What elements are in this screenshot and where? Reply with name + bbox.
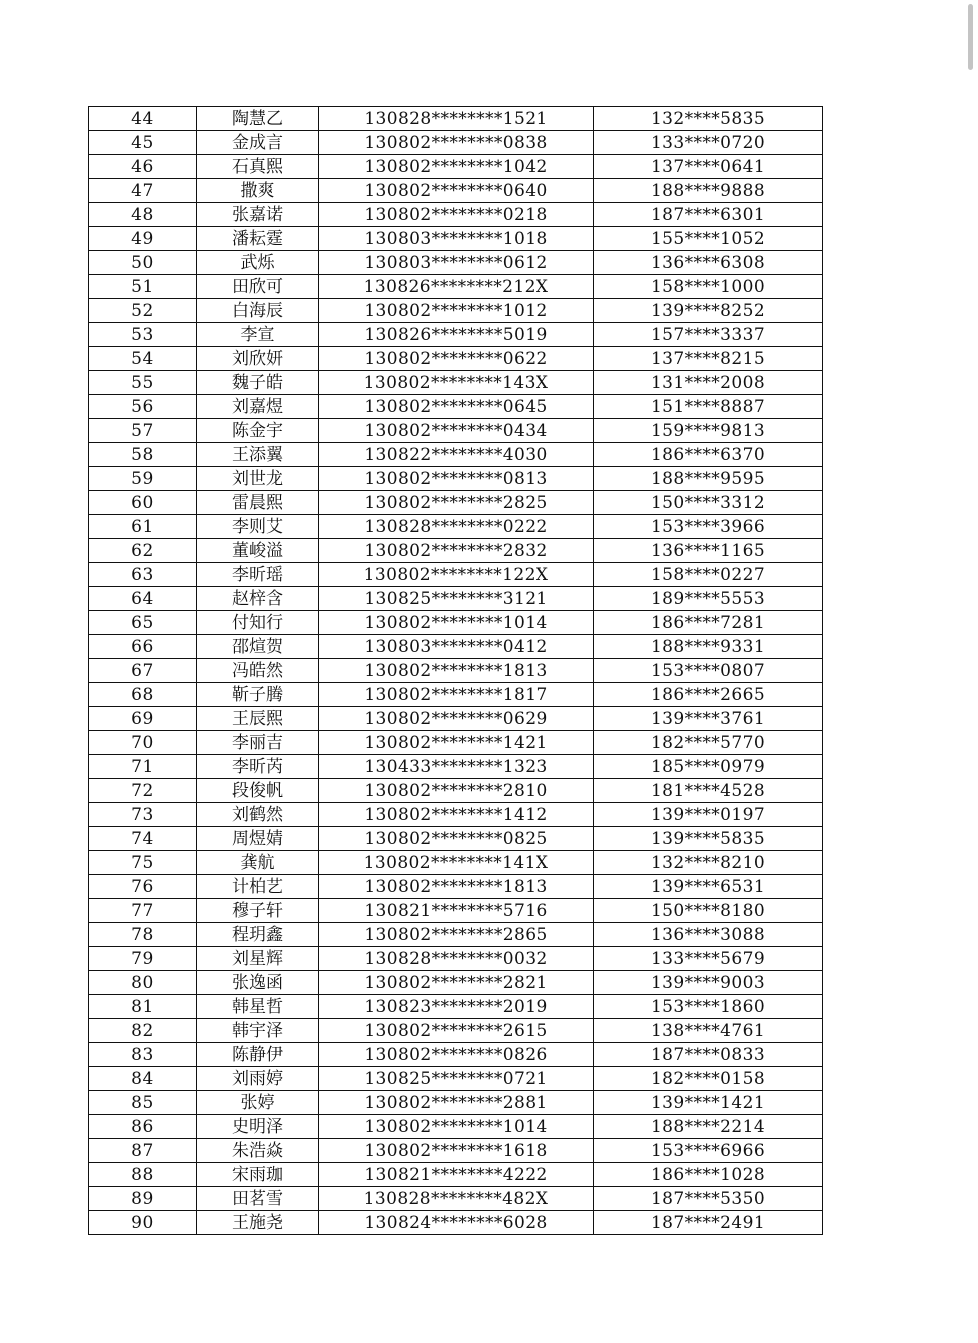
table-row (89, 443, 823, 467)
id-number-cell: 130802********0622 (319, 347, 594, 371)
student-name-cell: 王施尧 (197, 1211, 319, 1235)
table-row (89, 947, 823, 971)
id-number-cell: 130802********1813 (319, 875, 594, 899)
id-number-cell: 130802********0825 (319, 827, 594, 851)
id-number-cell: 130826********5019 (319, 323, 594, 347)
student-name-cell: 武烁 (197, 251, 319, 275)
phone-number-cell: 188****9331 (594, 635, 823, 659)
table-row (89, 491, 823, 515)
phone-number-cell: 153****3966 (594, 515, 823, 539)
student-name-cell: 田欣可 (197, 275, 319, 299)
table-row (89, 155, 823, 179)
id-number-cell: 130828********1521 (319, 107, 594, 131)
row-number-cell: 50 (89, 251, 197, 275)
id-number-cell: 130802********122X (319, 563, 594, 587)
phone-number-cell: 139****6531 (594, 875, 823, 899)
phone-number-cell: 137****0641 (594, 155, 823, 179)
table-row (89, 995, 823, 1019)
phone-number-cell: 159****9813 (594, 419, 823, 443)
row-number-cell: 61 (89, 515, 197, 539)
id-number-cell: 130802********2881 (319, 1091, 594, 1115)
row-number-cell: 53 (89, 323, 197, 347)
row-number-cell: 89 (89, 1187, 197, 1211)
id-number-cell: 130803********0612 (319, 251, 594, 275)
id-number-cell: 130802********1618 (319, 1139, 594, 1163)
student-name-cell: 董峻溢 (197, 539, 319, 563)
id-number-cell: 130802********2821 (319, 971, 594, 995)
table-row (89, 827, 823, 851)
table-row (89, 899, 823, 923)
student-name-cell: 张嘉诺 (197, 203, 319, 227)
phone-number-cell: 136****3088 (594, 923, 823, 947)
row-number-cell: 79 (89, 947, 197, 971)
table-row (89, 275, 823, 299)
student-name-cell: 张婷 (197, 1091, 319, 1115)
phone-number-cell: 187****0833 (594, 1043, 823, 1067)
row-number-cell: 71 (89, 755, 197, 779)
id-number-cell: 130802********0629 (319, 707, 594, 731)
id-number-cell: 130803********0412 (319, 635, 594, 659)
scrollbar-thumb[interactable] (968, 4, 973, 70)
student-name-cell: 穆子轩 (197, 899, 319, 923)
row-number-cell: 58 (89, 443, 197, 467)
row-number-cell: 82 (89, 1019, 197, 1043)
phone-number-cell: 133****0720 (594, 131, 823, 155)
id-number-cell: 130802********1012 (319, 299, 594, 323)
row-number-cell: 60 (89, 491, 197, 515)
id-number-cell: 130802********1014 (319, 1115, 594, 1139)
row-number-cell: 52 (89, 299, 197, 323)
student-name-cell: 刘星辉 (197, 947, 319, 971)
row-number-cell: 63 (89, 563, 197, 587)
id-number-cell: 130802********0640 (319, 179, 594, 203)
row-number-cell: 78 (89, 923, 197, 947)
table-row (89, 707, 823, 731)
student-name-cell: 宋雨珈 (197, 1163, 319, 1187)
row-number-cell: 62 (89, 539, 197, 563)
table-row (89, 1139, 823, 1163)
id-number-cell: 130826********212X (319, 275, 594, 299)
phone-number-cell: 182****0158 (594, 1067, 823, 1091)
phone-number-cell: 185****0979 (594, 755, 823, 779)
id-number-cell: 130433********1323 (319, 755, 594, 779)
table-row (89, 1067, 823, 1091)
id-number-cell: 130802********2810 (319, 779, 594, 803)
phone-number-cell: 187****5350 (594, 1187, 823, 1211)
student-name-cell: 付知行 (197, 611, 319, 635)
table-row (89, 419, 823, 443)
table-row (89, 251, 823, 275)
student-name-cell: 朱浩焱 (197, 1139, 319, 1163)
student-name-cell: 韩宇泽 (197, 1019, 319, 1043)
row-number-cell: 75 (89, 851, 197, 875)
row-number-cell: 65 (89, 611, 197, 635)
id-number-cell: 130824********6028 (319, 1211, 594, 1235)
student-name-cell: 刘欣妍 (197, 347, 319, 371)
row-number-cell: 46 (89, 155, 197, 179)
phone-number-cell: 138****4761 (594, 1019, 823, 1043)
table-row (89, 1211, 823, 1235)
row-number-cell: 87 (89, 1139, 197, 1163)
student-name-cell: 王辰熙 (197, 707, 319, 731)
student-name-cell: 龚航 (197, 851, 319, 875)
row-number-cell: 47 (89, 179, 197, 203)
id-number-cell: 130828********0222 (319, 515, 594, 539)
phone-number-cell: 136****6308 (594, 251, 823, 275)
roster-table (88, 106, 823, 1235)
id-number-cell: 130825********3121 (319, 587, 594, 611)
table-row (89, 371, 823, 395)
id-number-cell: 130802********2865 (319, 923, 594, 947)
table-row (89, 395, 823, 419)
id-number-cell: 130802********1042 (319, 155, 594, 179)
table-row (89, 515, 823, 539)
id-number-cell: 130802********1421 (319, 731, 594, 755)
student-name-cell: 刘雨婷 (197, 1067, 319, 1091)
id-number-cell: 130821********5716 (319, 899, 594, 923)
phone-number-cell: 136****1165 (594, 539, 823, 563)
table-row (89, 347, 823, 371)
row-number-cell: 70 (89, 731, 197, 755)
student-name-cell: 撒爽 (197, 179, 319, 203)
student-name-cell: 李则艾 (197, 515, 319, 539)
student-name-cell: 史明泽 (197, 1115, 319, 1139)
id-number-cell: 130828********0032 (319, 947, 594, 971)
row-number-cell: 51 (89, 275, 197, 299)
table-row (89, 1163, 823, 1187)
roster-table-body (89, 107, 823, 1235)
id-number-cell: 130802********1014 (319, 611, 594, 635)
id-number-cell: 130802********1412 (319, 803, 594, 827)
id-number-cell: 130821********4222 (319, 1163, 594, 1187)
table-row (89, 323, 823, 347)
phone-number-cell: 189****5553 (594, 587, 823, 611)
phone-number-cell: 139****3761 (594, 707, 823, 731)
phone-number-cell: 187****2491 (594, 1211, 823, 1235)
id-number-cell: 130823********2019 (319, 995, 594, 1019)
id-number-cell: 130802********0813 (319, 467, 594, 491)
student-name-cell: 刘嘉煜 (197, 395, 319, 419)
student-name-cell: 陈静伊 (197, 1043, 319, 1067)
row-number-cell: 88 (89, 1163, 197, 1187)
table-row (89, 203, 823, 227)
id-number-cell: 130802********0838 (319, 131, 594, 155)
table-row (89, 1091, 823, 1115)
phone-number-cell: 139****1421 (594, 1091, 823, 1115)
id-number-cell: 130802********1817 (319, 683, 594, 707)
id-number-cell: 130802********0645 (319, 395, 594, 419)
row-number-cell: 90 (89, 1211, 197, 1235)
table-row (89, 467, 823, 491)
phone-number-cell: 132****8210 (594, 851, 823, 875)
table-row (89, 779, 823, 803)
table-row (89, 179, 823, 203)
table-row (89, 971, 823, 995)
row-number-cell: 44 (89, 107, 197, 131)
student-name-cell: 计柏艺 (197, 875, 319, 899)
phone-number-cell: 150****3312 (594, 491, 823, 515)
table-row (89, 107, 823, 131)
student-name-cell: 王添翼 (197, 443, 319, 467)
table-row (89, 1115, 823, 1139)
row-number-cell: 77 (89, 899, 197, 923)
phone-number-cell: 153****0807 (594, 659, 823, 683)
phone-number-cell: 187****6301 (594, 203, 823, 227)
phone-number-cell: 181****4528 (594, 779, 823, 803)
table-row (89, 875, 823, 899)
student-name-cell: 陶慧乙 (197, 107, 319, 131)
phone-number-cell: 133****5679 (594, 947, 823, 971)
phone-number-cell: 158****1000 (594, 275, 823, 299)
table-row (89, 851, 823, 875)
student-name-cell: 冯皓然 (197, 659, 319, 683)
row-number-cell: 86 (89, 1115, 197, 1139)
student-name-cell: 李丽吉 (197, 731, 319, 755)
row-number-cell: 57 (89, 419, 197, 443)
phone-number-cell: 186****2665 (594, 683, 823, 707)
id-number-cell: 130802********0218 (319, 203, 594, 227)
id-number-cell: 130802********143X (319, 371, 594, 395)
row-number-cell: 64 (89, 587, 197, 611)
phone-number-cell: 186****7281 (594, 611, 823, 635)
id-number-cell: 130802********2615 (319, 1019, 594, 1043)
table-row (89, 755, 823, 779)
row-number-cell: 80 (89, 971, 197, 995)
phone-number-cell: 139****5835 (594, 827, 823, 851)
table-row (89, 683, 823, 707)
phone-number-cell: 139****8252 (594, 299, 823, 323)
id-number-cell: 130803********1018 (319, 227, 594, 251)
row-number-cell: 48 (89, 203, 197, 227)
phone-number-cell: 132****5835 (594, 107, 823, 131)
phone-number-cell: 153****1860 (594, 995, 823, 1019)
row-number-cell: 72 (89, 779, 197, 803)
phone-number-cell: 186****1028 (594, 1163, 823, 1187)
id-number-cell: 130822********4030 (319, 443, 594, 467)
row-number-cell: 59 (89, 467, 197, 491)
student-name-cell: 靳子腾 (197, 683, 319, 707)
table-row (89, 1187, 823, 1211)
phone-number-cell: 137****8215 (594, 347, 823, 371)
table-row (89, 1043, 823, 1067)
phone-number-cell: 153****6966 (594, 1139, 823, 1163)
row-number-cell: 76 (89, 875, 197, 899)
phone-number-cell: 188****9595 (594, 467, 823, 491)
row-number-cell: 45 (89, 131, 197, 155)
student-name-cell: 陈金宇 (197, 419, 319, 443)
table-row (89, 1019, 823, 1043)
table-row (89, 659, 823, 683)
student-name-cell: 刘鹤然 (197, 803, 319, 827)
row-number-cell: 81 (89, 995, 197, 1019)
student-name-cell: 程玥鑫 (197, 923, 319, 947)
phone-number-cell: 188****9888 (594, 179, 823, 203)
phone-number-cell: 182****5770 (594, 731, 823, 755)
table-row (89, 923, 823, 947)
id-number-cell: 130802********0826 (319, 1043, 594, 1067)
row-number-cell: 69 (89, 707, 197, 731)
phone-number-cell: 188****2214 (594, 1115, 823, 1139)
table-row (89, 299, 823, 323)
phone-number-cell: 157****3337 (594, 323, 823, 347)
student-name-cell: 邵煊贺 (197, 635, 319, 659)
table-row (89, 635, 823, 659)
student-name-cell: 雷晨熙 (197, 491, 319, 515)
scrollbar[interactable] (964, 0, 978, 1343)
phone-number-cell: 186****6370 (594, 443, 823, 467)
student-name-cell: 白海辰 (197, 299, 319, 323)
student-name-cell: 李昕芮 (197, 755, 319, 779)
id-number-cell: 130802********141X (319, 851, 594, 875)
phone-number-cell: 139****0197 (594, 803, 823, 827)
table-row (89, 227, 823, 251)
row-number-cell: 67 (89, 659, 197, 683)
row-number-cell: 54 (89, 347, 197, 371)
id-number-cell: 130802********2825 (319, 491, 594, 515)
id-number-cell: 130802********1813 (319, 659, 594, 683)
student-name-cell: 韩星哲 (197, 995, 319, 1019)
row-number-cell: 83 (89, 1043, 197, 1067)
student-name-cell: 魏子皓 (197, 371, 319, 395)
table-row (89, 587, 823, 611)
table-row (89, 539, 823, 563)
row-number-cell: 49 (89, 227, 197, 251)
student-name-cell: 周煜婧 (197, 827, 319, 851)
id-number-cell: 130802********0434 (319, 419, 594, 443)
student-name-cell: 刘世龙 (197, 467, 319, 491)
phone-number-cell: 150****8180 (594, 899, 823, 923)
row-number-cell: 55 (89, 371, 197, 395)
student-name-cell: 潘耘霆 (197, 227, 319, 251)
phone-number-cell: 139****9003 (594, 971, 823, 995)
row-number-cell: 66 (89, 635, 197, 659)
id-number-cell: 130825********0721 (319, 1067, 594, 1091)
row-number-cell: 73 (89, 803, 197, 827)
row-number-cell: 84 (89, 1067, 197, 1091)
row-number-cell: 68 (89, 683, 197, 707)
student-name-cell: 赵梓含 (197, 587, 319, 611)
row-number-cell: 74 (89, 827, 197, 851)
phone-number-cell: 151****8887 (594, 395, 823, 419)
student-name-cell: 李宣 (197, 323, 319, 347)
id-number-cell: 130828********482X (319, 1187, 594, 1211)
table-row (89, 131, 823, 155)
row-number-cell: 85 (89, 1091, 197, 1115)
student-name-cell: 张逸函 (197, 971, 319, 995)
phone-number-cell: 131****2008 (594, 371, 823, 395)
id-number-cell: 130802********2832 (319, 539, 594, 563)
phone-number-cell: 155****1052 (594, 227, 823, 251)
student-name-cell: 石真熙 (197, 155, 319, 179)
row-number-cell: 56 (89, 395, 197, 419)
table-row (89, 563, 823, 587)
student-name-cell: 段俊帆 (197, 779, 319, 803)
table-row (89, 803, 823, 827)
student-name-cell: 李昕瑶 (197, 563, 319, 587)
phone-number-cell: 158****0227 (594, 563, 823, 587)
table-row (89, 731, 823, 755)
table-row (89, 611, 823, 635)
student-name-cell: 田茗雪 (197, 1187, 319, 1211)
student-name-cell: 金成言 (197, 131, 319, 155)
